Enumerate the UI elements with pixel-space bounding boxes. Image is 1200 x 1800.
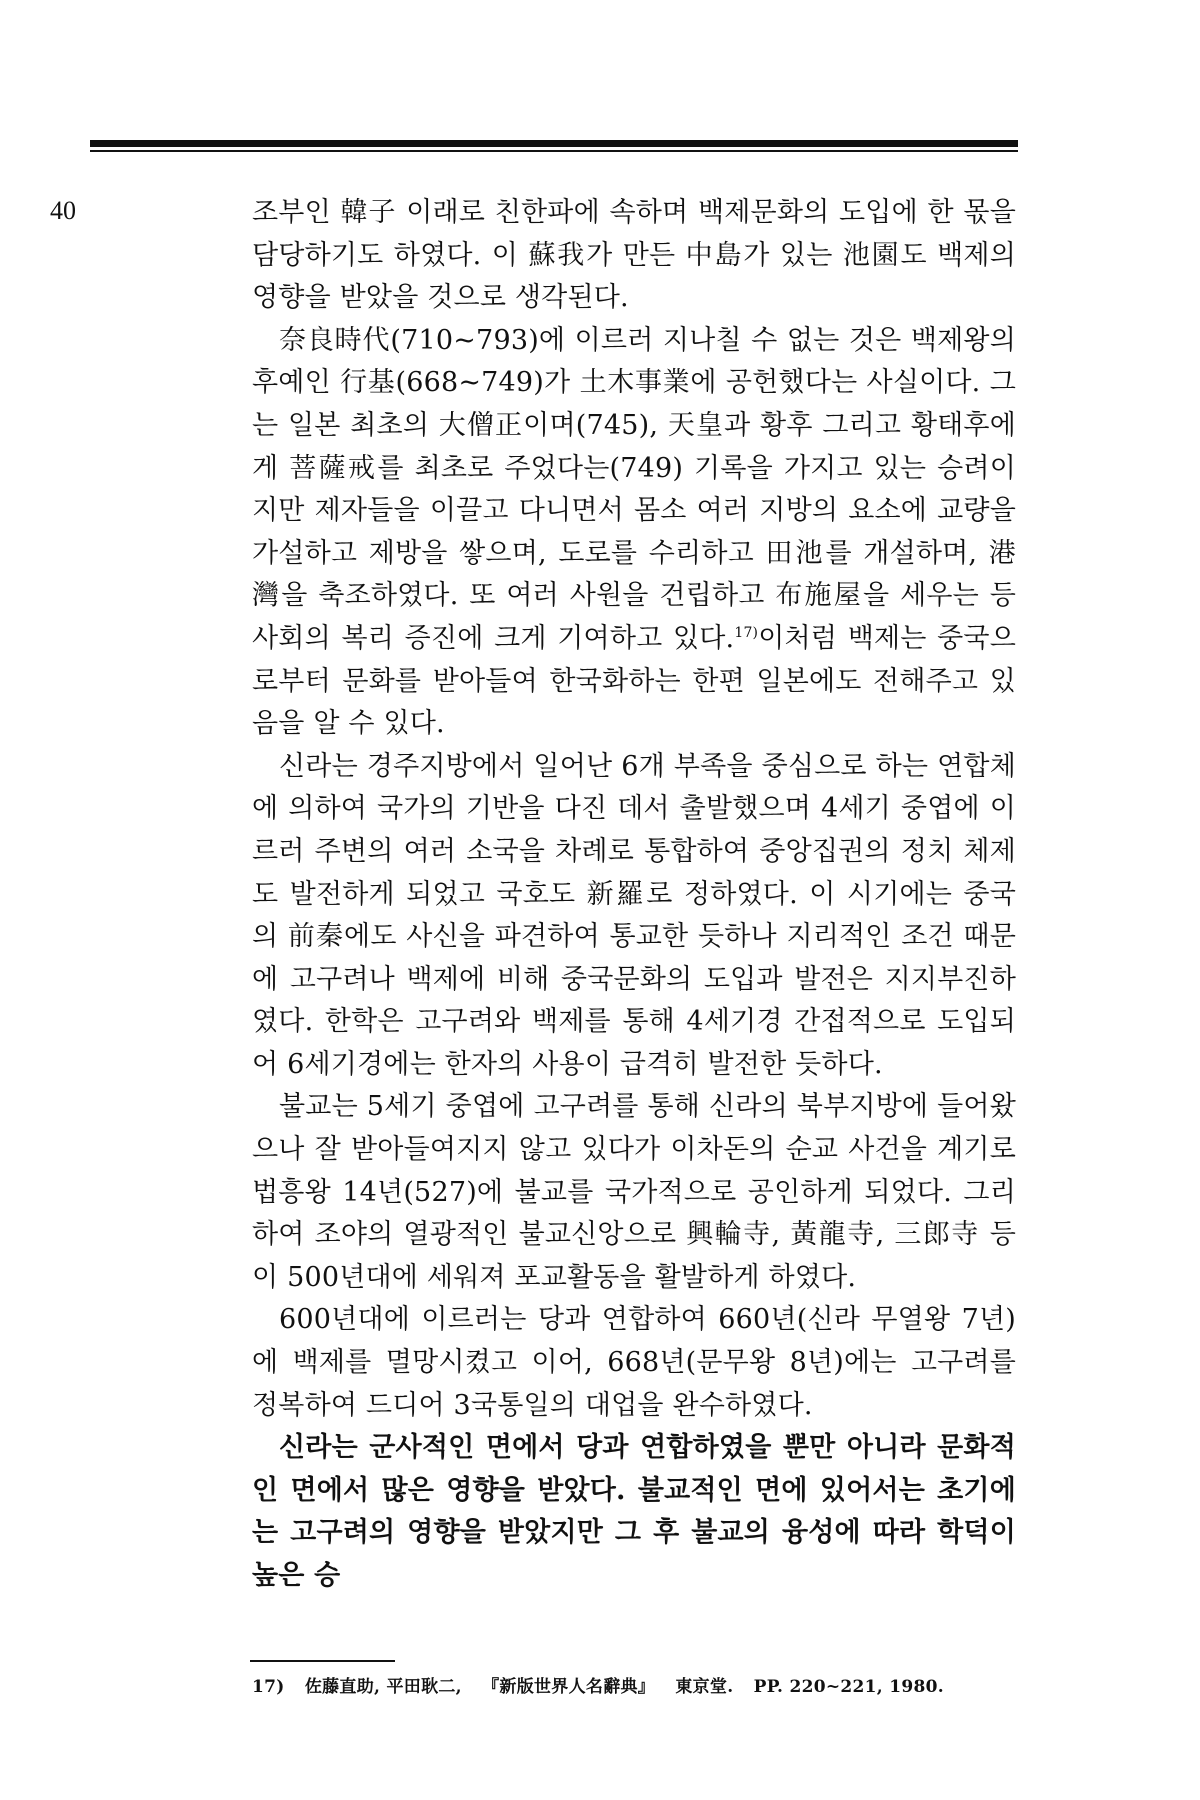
paragraph-2-text: 奈良時代(710~793)에 이르러 지나칠 수 없는 것은 백제왕의 후예인 行基(668~749)가 土木事業에 공헌했다는 사실이다. 그는 일본 최초의 大僧正이며(745), 天皇과 황후 그리고 황태후에게 菩薩戒를 최초로 주었다는(749) 기록을 가지고 있는 승려이지만 제자들을 이끌고 다니면서 몸소 여러 지방의 요소에 교량을 가설하고 제방을 쌓으며, 도로를 수리하고 田池를 개설하며, 港灣을 축조하였다. 또 여러 사원을 건립하고 布施屋을 세우는 등 사회의 복리 증진에 크게 기여하고 있다. [252,324,1016,654]
paragraph-3: 신라는 경주지방에서 일어난 6개 부족을 중심으로 하는 연합체에 의하여 국가의 기반을 다진 데서 출발했으며 4세기 중엽에 이르러 주변의 여러 소국을 차례로 통합하여 중앙집권의 정치 체제도 발전하게 되었고 국호도 新羅로 정하였다. 이 시기에는 중국의 前秦에도 사신을 파견하여 통교한 듯하나 지리적인 조건 때문에 고구려나 백제에 비해 중국문화의 도입과 발전은 지지부진하였다. 한학은 고구려와 백제를 통해 4세기경 간접적으로 도입되어 6세기경에는 한자의 사용이 급격히 발전한 듯하다. [252,750,1016,1080]
footnote-authors: 佐藤直助, 平田耿二, [304,1677,462,1697]
footnote-title: 『新版世界人名辭典』 [482,1677,656,1697]
paragraph-5: 600년대에 이르러는 당과 연합하여 660년(신라 무열왕 7년)에 백제를 멸망시켰고 이어, 668년(문무왕 8년)에는 고구려를 정복하여 드디어 3국통일의 대업을 완수하였다. [252,1304,1016,1421]
body-text [252,192,1016,1598]
footnote-publisher: 東京堂. [675,1677,734,1697]
footnote-pages: PP. 220~221, 1980. [753,1677,944,1697]
paragraph-2-continuation: 이처럼 백제는 중국으로부터 문화를 받아들여 한국화하는 한편 일본에도 전해주고 있음을 알 수 있다. [252,622,1016,740]
header-rule [90,140,1018,147]
footnote-ref-17[interactable]: 17) [734,624,759,641]
footnote-rule [250,1660,395,1662]
paragraph-6: 신라는 군사적인 면에서 당과 연합하였을 뿐만 아니라 문화적인 면에서 많은 영향을 받았다. 불교적인 면에 있어서는 초기에는 고구려의 영향을 받았지만 그 후 불교의 융성에 따라 학덕이 높은 승 [252,1432,1016,1591]
paragraph-1: 조부인 韓子 이래로 친한파에 속하며 백제문화의 도입에 한 몫을 담당하기도 하였다. 이 蘇我가 만든 中島가 있는 池園도 백제의 영향을 받았을 것으로 생각된다. [252,197,1016,314]
footnote-17 [252,1672,1022,1697]
paragraph-2 [252,320,1016,746]
paragraph-4: 불교는 5세기 중엽에 고구려를 통해 신라의 북부지방에 들어왔으나 잘 받아들여지지 않고 있다가 이차돈의 순교 사건을 계기로 법흥왕 14년(527)에 불교를 국가적으로 공인하게 되었다. 그리하여 조야의 열광적인 불교신앙으로 興輪寺, 黃龍寺, 三郎寺 등이 500년대에 세워져 포교활동을 활발하게 하였다. [252,1091,1016,1293]
header-rule-thin [90,150,1018,152]
footnote-number: 17) [252,1677,285,1697]
page-number: 40 [50,196,76,225]
